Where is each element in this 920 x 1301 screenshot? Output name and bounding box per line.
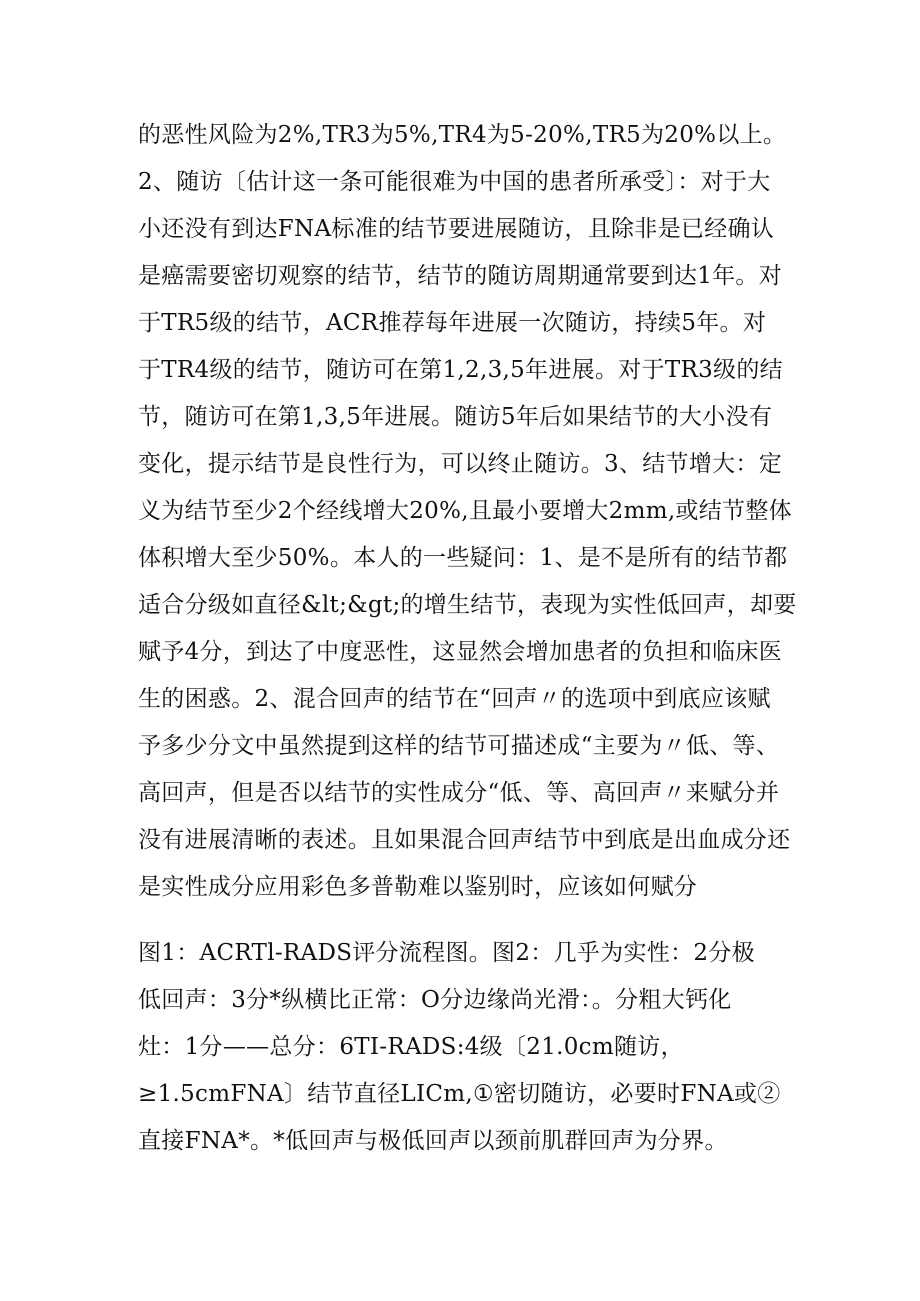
figure-caption-line: 直接FNA*。*低回声与极低回声以颈前肌群回声为分界。 [138, 1128, 728, 1154]
paragraph-line: 生的困惑。2、混合回声的结节在“回声〃的选项中到底应该赋 [138, 686, 771, 712]
paragraph-line: 的恶性风险为2%,TR3为5%,TR4为5-20%,TR5为20%以上。 [138, 122, 787, 148]
paragraph-line: 于TR5级的结节，ACR推荐每年进展一次随访，持续5年。对 [138, 310, 767, 336]
body-paragraph [138, 112, 797, 911]
paragraph-line: 体积增大至少50%。本人的一些疑问：1、是不是所有的结节都 [138, 545, 788, 571]
paragraph-line: 适合分级如直径&lt;&gt;的增生结节，表现为实性低回声，却要 [138, 592, 797, 618]
figure-caption-line: ≥1.5cmFNA〕结节直径LICm,①密切随访，必要时FNA或② [138, 1081, 781, 1107]
figure-caption-line: 低回声：3分*纵横比正常：O分边缘尚光滑：。分粗大钙化 [138, 987, 732, 1013]
paragraph-line: 是癌需要密切观察的结节，结节的随访周期通常要到达1年。对 [138, 263, 783, 289]
paragraph-line: 义为结节至少2个经线增大20%,且最小要增大2mm,或结节整体 [138, 498, 792, 524]
figure-caption-block [138, 930, 788, 1165]
figure-caption-line: 灶：1分——总分：6TI-RADS:4级〔21.0cm随访， [138, 1034, 684, 1060]
paragraph-line: 于TR4级的结节，随访可在第1,2,3,5年进展。对于TR3级的结 [138, 357, 783, 383]
paragraph-line: 变化，提示结节是良性行为，可以终止随访。3、结节增大：定 [138, 451, 783, 477]
paragraph-line: 2、随访〔估计这一条可能很难为中国的患者所承受〕：对于大 [138, 169, 771, 195]
paragraph-line: 高回声，但是否以结节的实性成分“低、等、高回声〃来赋分并 [138, 780, 780, 806]
paragraph-line: 赋予4分，到达了中度恶性，这显然会增加患者的负担和临床医 [138, 639, 783, 665]
paragraph-line: 予多少分文中虽然提到这样的结节可描述成“主要为〃低、等、 [138, 733, 780, 759]
figure-caption-line: 图1：ACRTl-RADS评分流程图。图2：几乎为实性：2分极 [138, 940, 755, 966]
paragraph-line: 节，随访可在第1,3,5年进展。随访5年后如果结节的大小没有 [138, 404, 773, 430]
paragraph-line: 小还没有到达FNA标准的结节要进展随访，且除非是已经确认 [138, 216, 775, 242]
paragraph-line: 是实性成分应用彩色多普勒难以鉴别时，应该如何赋分 [138, 874, 698, 900]
paragraph-line: 没有进展清晰的表述。且如果混合回声结节中到底是出血成分还 [138, 827, 791, 853]
